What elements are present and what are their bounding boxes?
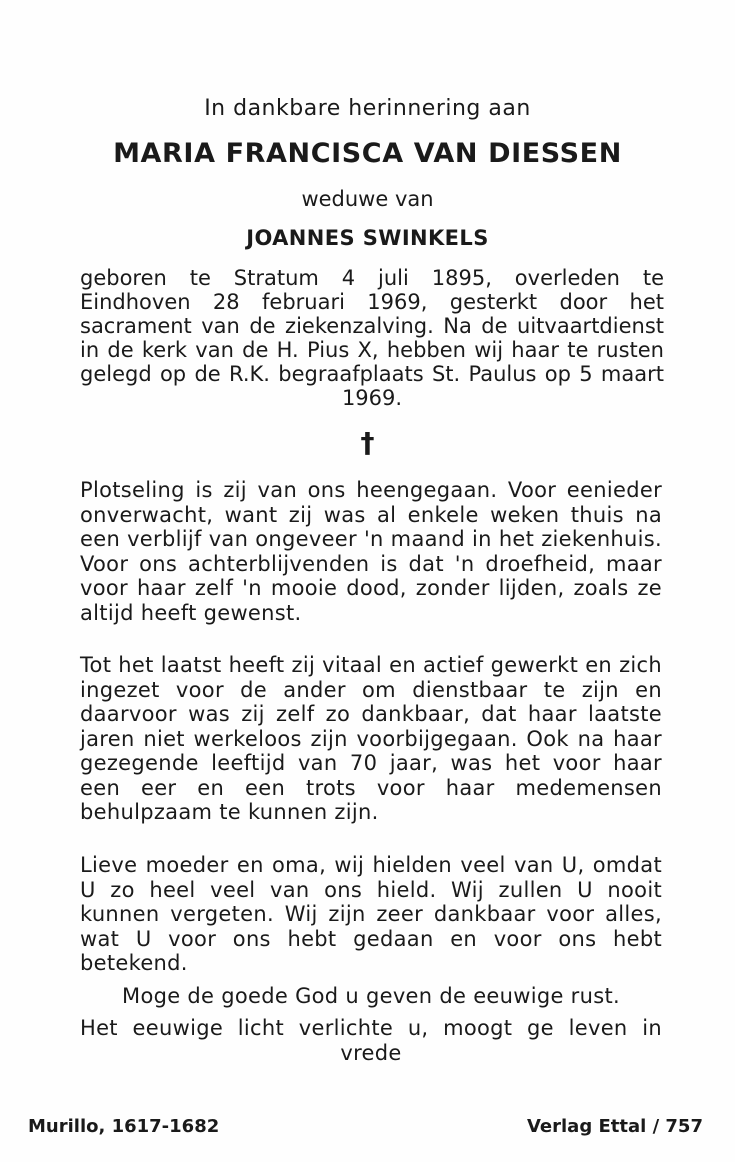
husband-name: JOANNES SWINKELS: [246, 226, 489, 250]
paragraph-3: Lieve moeder en oma, wij hielden veel van U, omdat U zo heel veel van ons hield. Wij zullen U nooit kunnen vergeten. Wij zijn zeer dankbaar voor alles, wat U voor ons hebt gedaan en voor ons hebt betekend.: [80, 853, 662, 975]
cross-icon: †: [360, 426, 375, 459]
intro-line: In dankbare herinnering aan: [204, 96, 531, 121]
paragraph-1: Plotseling is zij van ons heengegaan. Voor eenieder onverwacht, want zij was al enkele weken thuis na een verblijf van ongeveer 'n maand in het ziekenhuis. Voor ons achterblijvenden is dat 'n droefheid, maar voor haar zelf 'n mooie dood, zonder lijden, zoals ze altijd heeft gewenst.: [80, 478, 662, 625]
paragraph-5: Het eeuwige licht verlichte u, moogt ge leven in vrede: [80, 1016, 662, 1065]
widow-of-line: weduwe van: [301, 187, 434, 211]
footer-publisher: Verlag Ettal / 757: [526, 1116, 703, 1137]
paragraph-4: Moge de goede God u geven de eeuwige rust.: [122, 984, 620, 1008]
deceased-name: MARIA FRANCISCA VAN DIESSEN: [113, 138, 622, 169]
biography-text: geboren te Stratum 4 juli 1895, overleden te Eindhoven 28 februari 1969, gesterkt door het sacrament van de ziekenzalving. Na de uitvaartdienst in de kerk van de H. Pius X, hebben wij haar te rusten gelegd op de R.K. begraafplaats St. Paulus op 5 maart 1969.: [80, 266, 664, 410]
paragraph-2: Tot het laatst heeft zij vitaal en actief gewerkt en zich ingezet voor de ander om dienstbaar te zijn en daarvoor was zij zelf zo dankbaar, dat haar laatste jaren niet werkeloos zijn voorbijgegaan. Ook na haar gezegende leeftijd van 70 jaar, was het voor haar een eer en een trots voor haar medemensen behulpzaam te kunnen zijn.: [80, 653, 662, 824]
footer-artist-credit: Murillo, 1617-1682: [28, 1116, 220, 1137]
